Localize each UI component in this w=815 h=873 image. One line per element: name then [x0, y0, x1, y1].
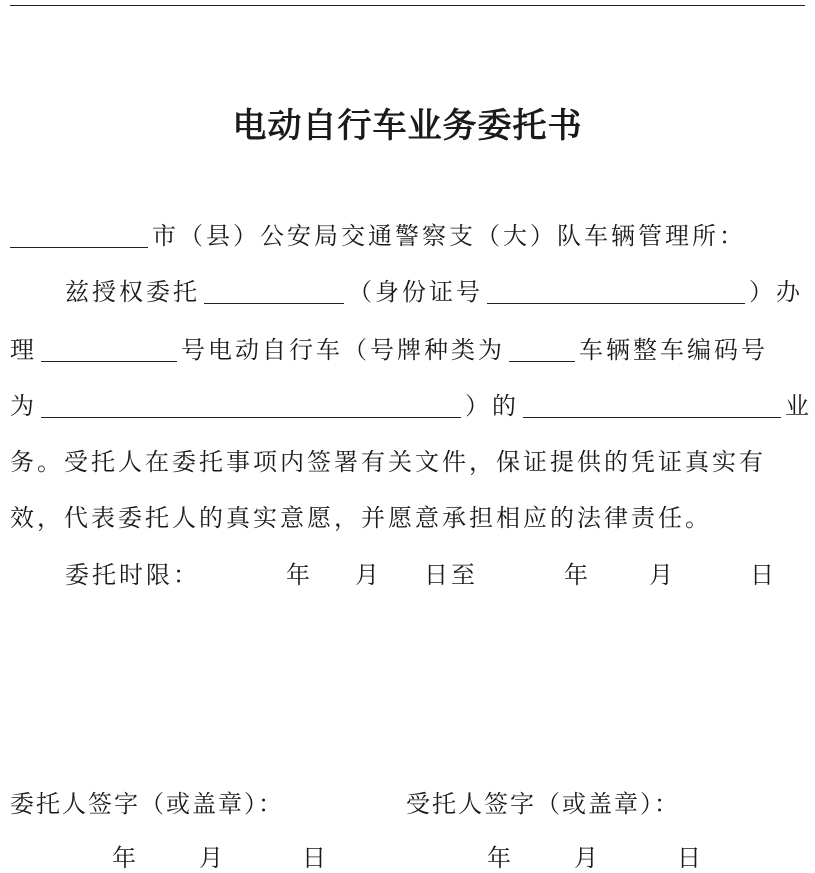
handle-text: ）办 [749, 278, 803, 306]
end-year-label: 年 [564, 561, 591, 589]
authorize-text: 兹授权委托 [65, 278, 200, 306]
start-day-to-label: 日至 [424, 561, 478, 589]
principal-day-label: 日 [302, 844, 329, 872]
id-number-label: （身份证号 [348, 278, 483, 306]
agent-signature-label: 受托人签字（或盖章）： [406, 790, 680, 818]
ebike-plate-type-text: 号电动自行车（号牌种类为 [181, 336, 505, 364]
start-month-label: 月 [355, 561, 382, 589]
responsibility-text-2: 效，代表委托人的真实意愿，并愿意承担相应的法律责任。 [10, 504, 712, 532]
vin-prefix-text: 为 [10, 392, 37, 420]
principal-year-label: 年 [112, 844, 139, 872]
city-blank[interactable] [10, 245, 148, 248]
of-text: ）的 [465, 392, 519, 420]
validity-period-label: 委托时限： [65, 561, 200, 589]
handle-continued-text: 理 [10, 336, 37, 364]
principal-month-label: 月 [199, 844, 226, 872]
authorization-line [10, 268, 810, 304]
responsibility-line-1 [10, 438, 810, 474]
agent-year-label: 年 [487, 844, 514, 872]
business-text: 业 [785, 392, 812, 420]
principal-signature-label: 委托人签字（或盖章）： [10, 790, 284, 818]
agent-day-label: 日 [677, 844, 704, 872]
agent-month-label: 月 [574, 844, 601, 872]
document-title: 电动自行车业务委托书 [232, 106, 583, 146]
vin-business-line [10, 382, 810, 418]
signature-dates-line [10, 834, 810, 870]
responsibility-text-1: 务。受托人在委托事项内签署有关文件，保证提供的凭证真实有 [10, 448, 766, 476]
vin-blank[interactable] [41, 415, 461, 418]
end-month-label: 月 [649, 561, 676, 589]
signature-labels-line [10, 780, 810, 816]
id-number-blank[interactable] [487, 301, 745, 304]
start-year-label: 年 [286, 561, 313, 589]
validity-period-line [10, 551, 810, 587]
responsibility-line-2 [10, 494, 810, 530]
end-day-label: 日 [750, 561, 777, 589]
vehicle-line [10, 326, 810, 362]
addressee-line [10, 212, 810, 248]
plate-type-blank[interactable] [509, 359, 575, 362]
plate-number-blank[interactable] [41, 359, 177, 362]
top-border-line [10, 5, 805, 6]
business-type-blank[interactable] [523, 415, 781, 418]
vin-label: 车辆整车编码号 [579, 336, 768, 364]
addressee-text: 市（县）公安局交通警察支（大）队车辆管理所： [152, 222, 746, 250]
agent-name-blank[interactable] [204, 301, 344, 304]
